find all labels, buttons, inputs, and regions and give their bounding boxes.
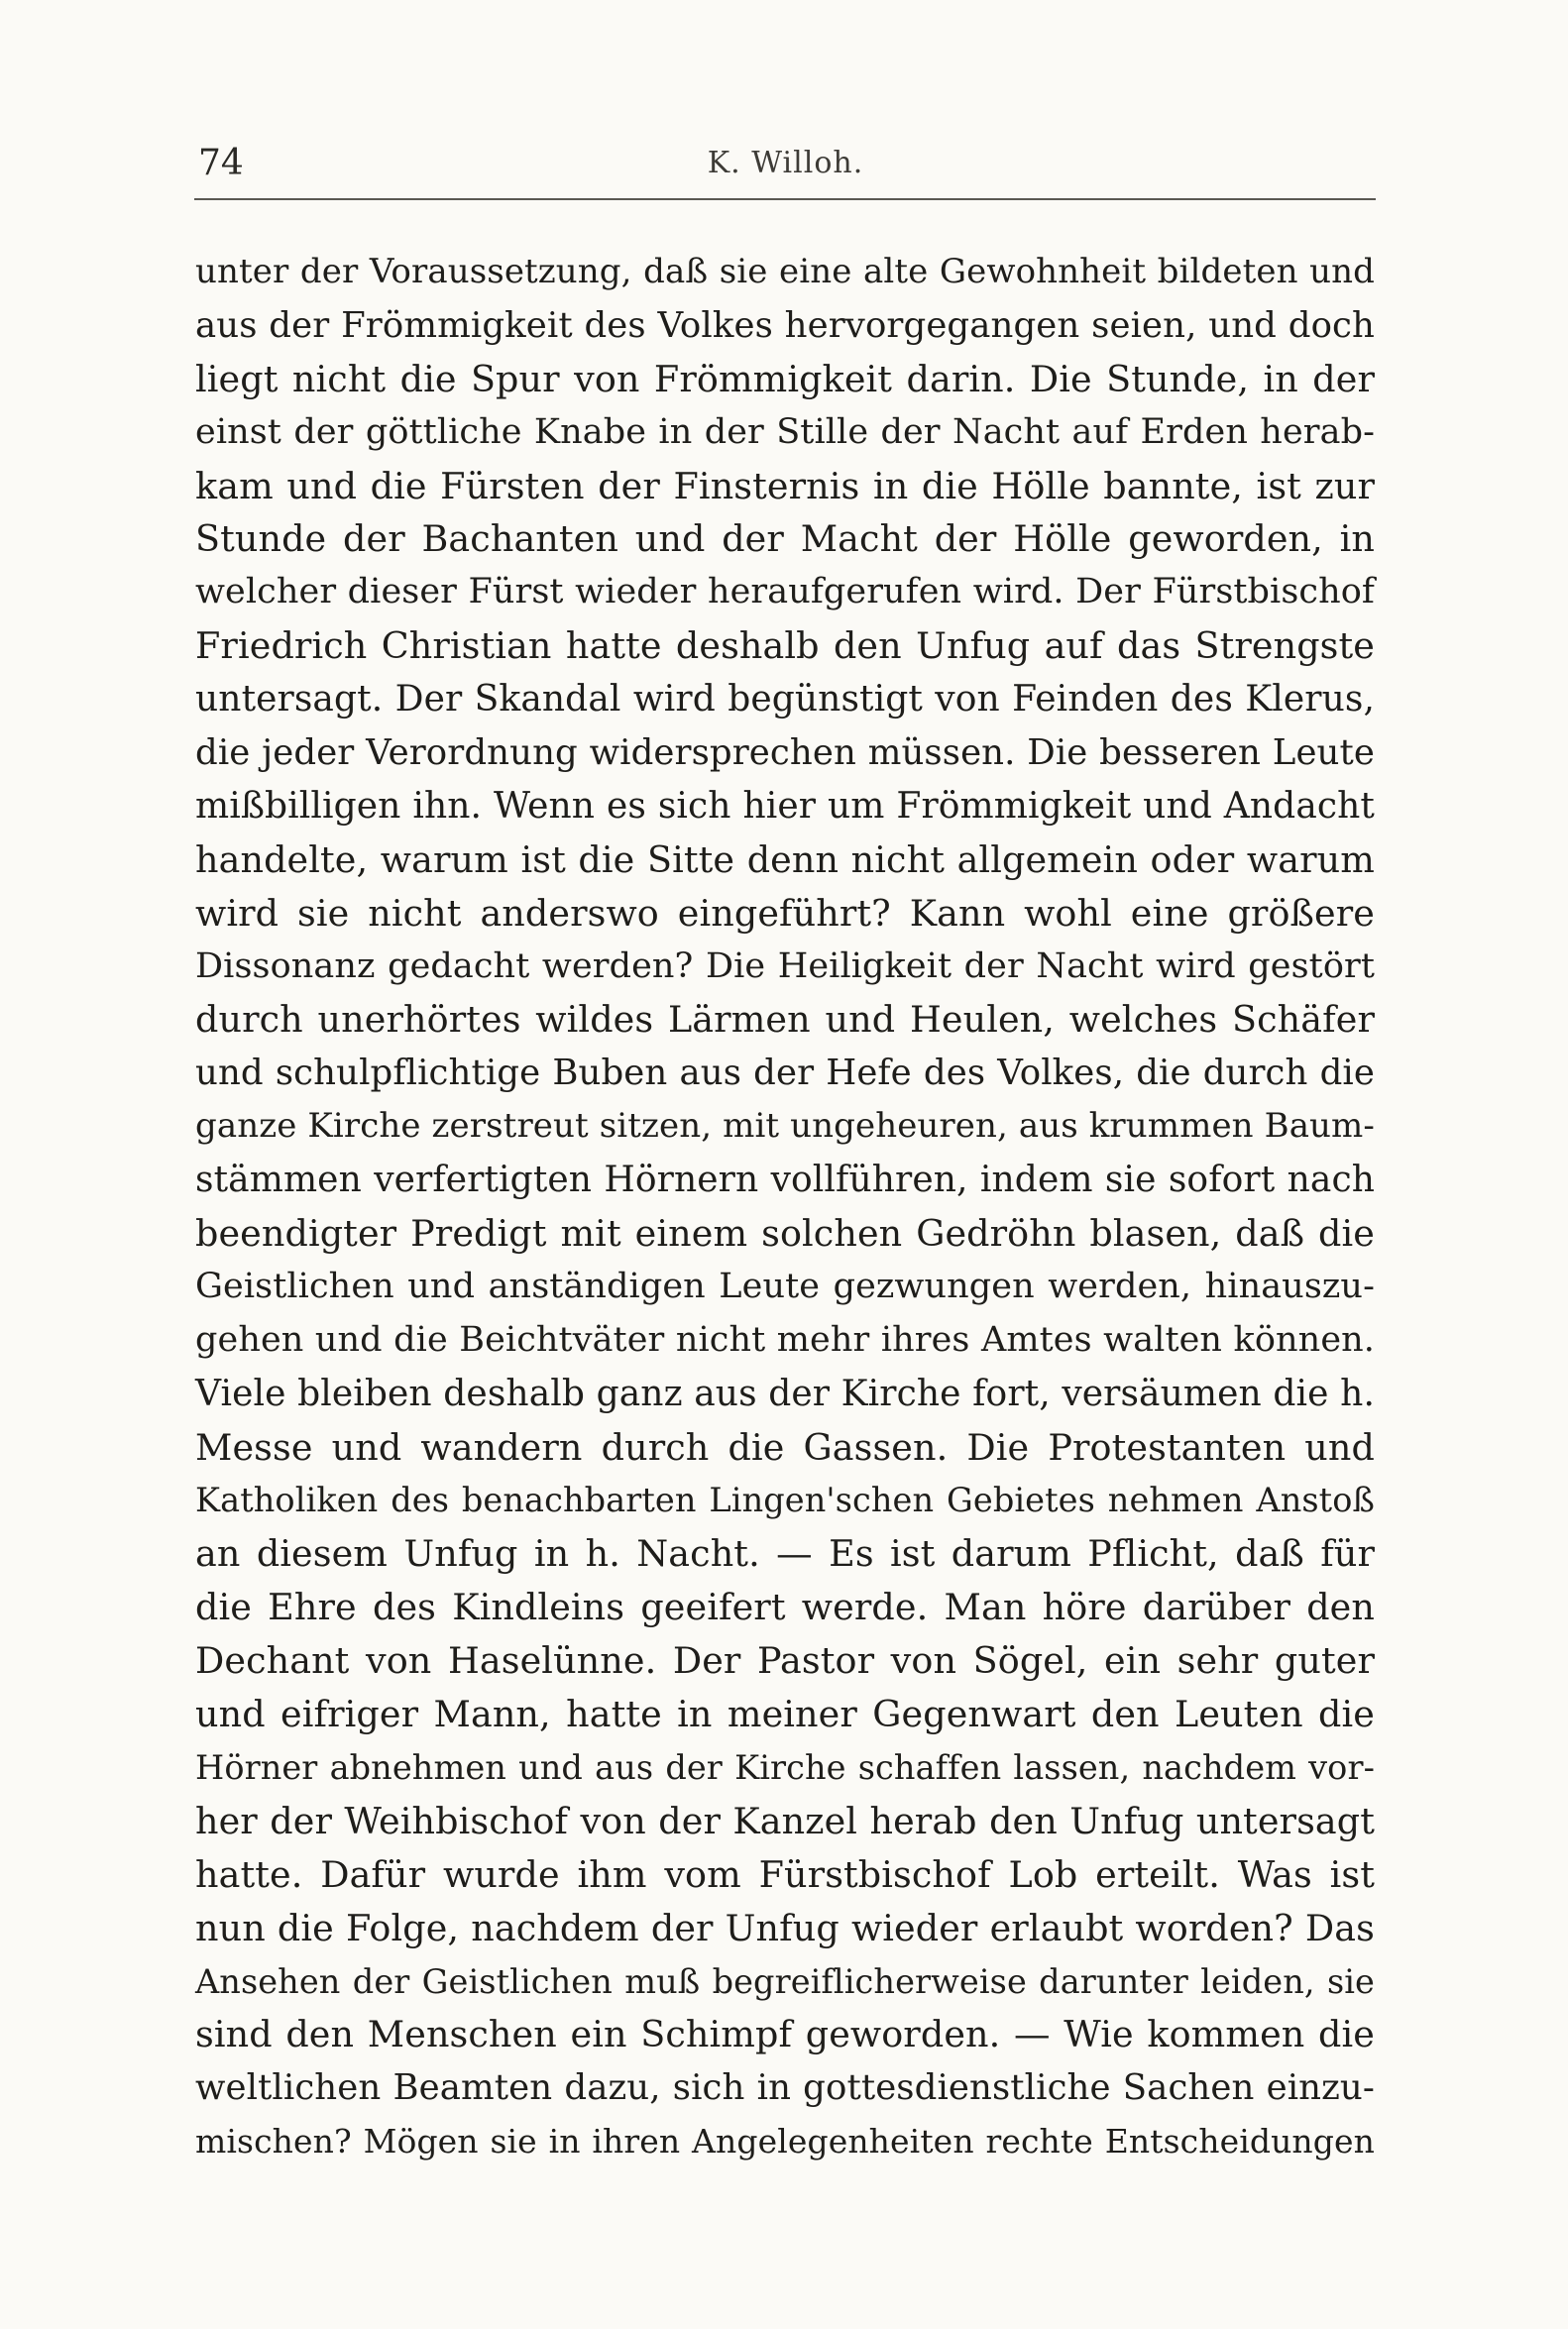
text-line: Viele bleiben deshalb ganz aus der Kirche fort, versäumen die h. bbox=[195, 1373, 1375, 1414]
text-line: her der Weihbischof von der Kanzel herab den Unfug untersagt bbox=[195, 1799, 1375, 1842]
text-line: die Ehre des Kindleins geeifert werde. Man höre darüber den bbox=[195, 1586, 1375, 1629]
text-line: einst der göttliche Knabe in der Stille der Nacht auf Erden herab- bbox=[195, 411, 1375, 452]
text-line: wird sie nicht anderswo eingeführt? Kann wohl eine größere bbox=[195, 891, 1375, 935]
text-line: kam und die Fürsten der Finsternis in die Hölle bannte, ist zur bbox=[195, 464, 1375, 507]
text-line: Dechant von Haselünne. Der Pastor von Sögel, ein sehr guter bbox=[195, 1639, 1375, 1683]
text-line: handelte, warum ist die Sitte denn nicht allgemein oder warum bbox=[195, 837, 1375, 881]
header-rule bbox=[194, 198, 1376, 200]
running-head-author: K. Willoh. bbox=[707, 146, 864, 180]
text-line: aus der Frömmigkeit des Volkes hervorgegangen seien, und doch bbox=[195, 304, 1375, 346]
text-line: Katholiken des benachbarten Lingen'schen Gebietes nehmen Anstoß bbox=[195, 1481, 1375, 1520]
page-number: 74 bbox=[198, 143, 244, 183]
text-line: sind den Menschen ein Schimpf geworden. — Wie kommen die bbox=[195, 2013, 1375, 2056]
text-line: Stunde der Bachanten und der Macht der Hölle geworden, in bbox=[195, 517, 1375, 561]
text-line: untersagt. Der Skandal wird begünstigt von Feinden des Klerus, bbox=[195, 679, 1375, 721]
text-line: gehen und die Beichtväter nicht mehr ihres Amtes walten können. bbox=[195, 1319, 1375, 1360]
text-line: Dissonanz gedacht werden? Die Heiligkeit der Nacht wird gestört bbox=[195, 945, 1375, 986]
text-line: Hörner abnehmen und aus der Kirche schaffen lassen, nachdem vor- bbox=[195, 1747, 1375, 1787]
text-line: Ansehen der Geistlichen muß begreiflicherweise darunter leiden, sie bbox=[195, 1961, 1375, 2001]
text-line: Messe und wandern durch die Gassen. Die Protestanten und bbox=[195, 1425, 1375, 1469]
running-head bbox=[198, 142, 1373, 191]
text-line: ganze Kirche zerstreut sitzen, mit ungeheuren, aus krummen Baum- bbox=[195, 1106, 1375, 1147]
text-line: hatte. Dafür wurde ihm vom Fürstbischof Lob erteilt. Was ist bbox=[195, 1852, 1375, 1896]
text-line: durch unerhörtes wildes Lärmen und Heulen, welches Schäfer bbox=[195, 998, 1375, 1042]
text-line: an diesem Unfug in h. Nacht. — Es ist darum Pflicht, daß für bbox=[195, 1532, 1375, 1576]
text-line: Geistlichen und anständigen Leute gezwungen werden, hinauszu- bbox=[195, 1266, 1375, 1306]
body-text bbox=[195, 246, 1375, 2168]
text-line: stämmen verfertigten Hörnern vollführen, indem sie sofort nach bbox=[195, 1160, 1375, 1201]
text-line: weltlichen Beamten dazu, sich in gottesdienstliche Sachen einzu- bbox=[195, 2067, 1375, 2109]
text-line: die jeder Verordnung widersprechen müssen. Die besseren Leute bbox=[195, 732, 1375, 774]
text-line: mißbilligen ihn. Wenn es sich hier um Frömmigkeit und Andacht bbox=[195, 785, 1375, 827]
text-line: beendigter Predigt mit einem solchen Gedröhn blasen, daß die bbox=[195, 1212, 1375, 1256]
text-line: unter der Voraussetzung, daß sie eine alte Gewohnheit bildeten und bbox=[195, 252, 1375, 291]
text-line: und eifriger Mann, hatte in meiner Gegenwart den Leuten die bbox=[195, 1693, 1375, 1736]
text-line: mischen? Mögen sie in ihren Angelegenheiten rechte Entscheidungen bbox=[195, 2122, 1375, 2162]
text-line: nun die Folge, nachdem der Unfug wieder erlaubt worden? Das bbox=[195, 1906, 1375, 1949]
text-line: liegt nicht die Spur von Frömmigkeit darin. Die Stunde, in der bbox=[195, 357, 1375, 400]
text-line: und schulpflichtige Buben aus der Hefe des Volkes, die durch die bbox=[195, 1053, 1375, 1094]
text-line: Friedrich Christian hatte deshalb den Unfug auf das Strengste bbox=[195, 624, 1375, 668]
text-line: welcher dieser Fürst wieder heraufgerufen wird. Der Fürstbischof bbox=[195, 572, 1375, 612]
